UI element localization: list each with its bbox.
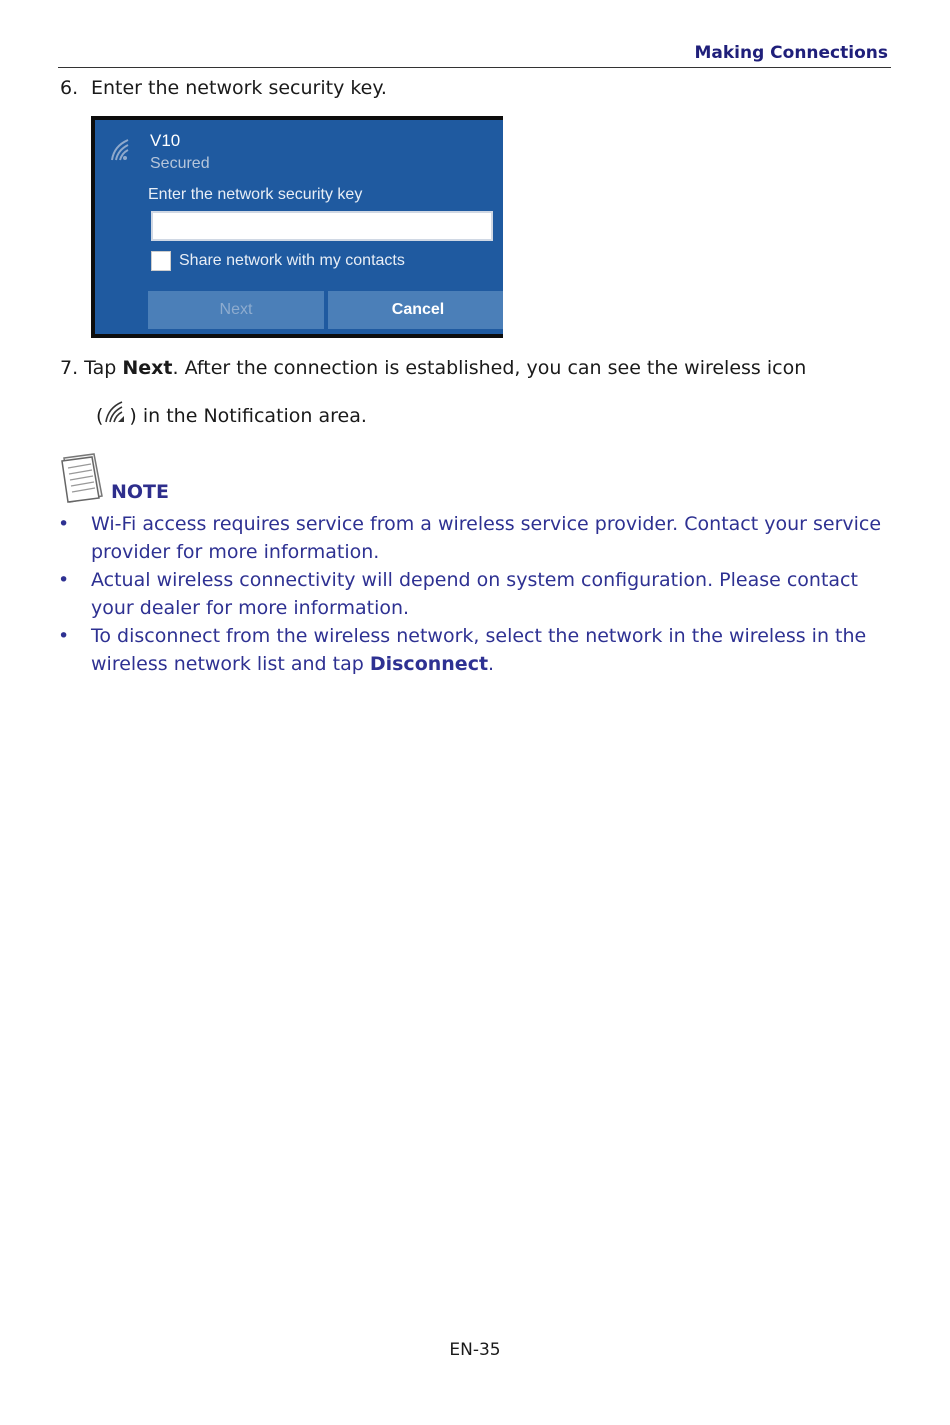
share-network-checkbox[interactable] — [151, 251, 171, 271]
bullet: • — [58, 569, 70, 591]
paren-open: ( — [96, 405, 104, 427]
security-key-input[interactable] — [151, 211, 493, 241]
network-dialog — [95, 120, 503, 334]
wireless-icon — [103, 400, 129, 424]
step-6 — [60, 77, 387, 99]
bullet: • — [58, 625, 70, 647]
step-7-cont-text: ) in the Notification area. — [129, 405, 367, 427]
note-title: NOTE — [111, 481, 169, 503]
list-item — [58, 566, 891, 622]
note-text: Wi-Fi access requires service from a wireless service provider. Contact your service provider for more information. — [91, 513, 882, 563]
step-7-bold: Next — [122, 357, 173, 379]
step-7-prefix: 7. Tap — [60, 357, 123, 379]
wifi-icon — [108, 136, 136, 162]
list-item — [58, 510, 891, 566]
step-7-suffix: . After the connection is established, you can see the wireless icon — [172, 357, 807, 379]
share-network-label: Share network with my contacts — [179, 252, 405, 269]
note-text: To disconnect from the wireless network, select the network in the wireless in the wireless network list and tap — [91, 625, 867, 675]
security-key-label: Enter the network security key — [148, 186, 363, 203]
network-status: Secured — [150, 155, 210, 172]
note-list — [58, 510, 891, 678]
page-number: EN-35 — [449, 1340, 501, 1360]
step-6-number: 6. — [60, 77, 79, 99]
note-end: . — [488, 653, 495, 675]
note-text: Actual wireless connectivity will depend on system configuration. Please contact your dealer for more information. — [91, 569, 858, 619]
network-dialog-screenshot — [91, 116, 503, 338]
note-icon — [58, 452, 106, 504]
step-7 — [60, 357, 806, 379]
bullet: • — [58, 513, 70, 535]
next-button[interactable]: Next — [148, 291, 324, 329]
list-item — [58, 622, 891, 678]
disconnect-label: Disconnect — [369, 653, 489, 675]
step-7-continuation — [96, 400, 367, 427]
page-header — [58, 40, 891, 68]
step-6-text: Enter the network security key. — [91, 77, 387, 99]
section-title: Making Connections — [694, 43, 888, 63]
cancel-button[interactable]: Cancel — [328, 291, 503, 329]
network-name: V10 — [150, 131, 181, 150]
